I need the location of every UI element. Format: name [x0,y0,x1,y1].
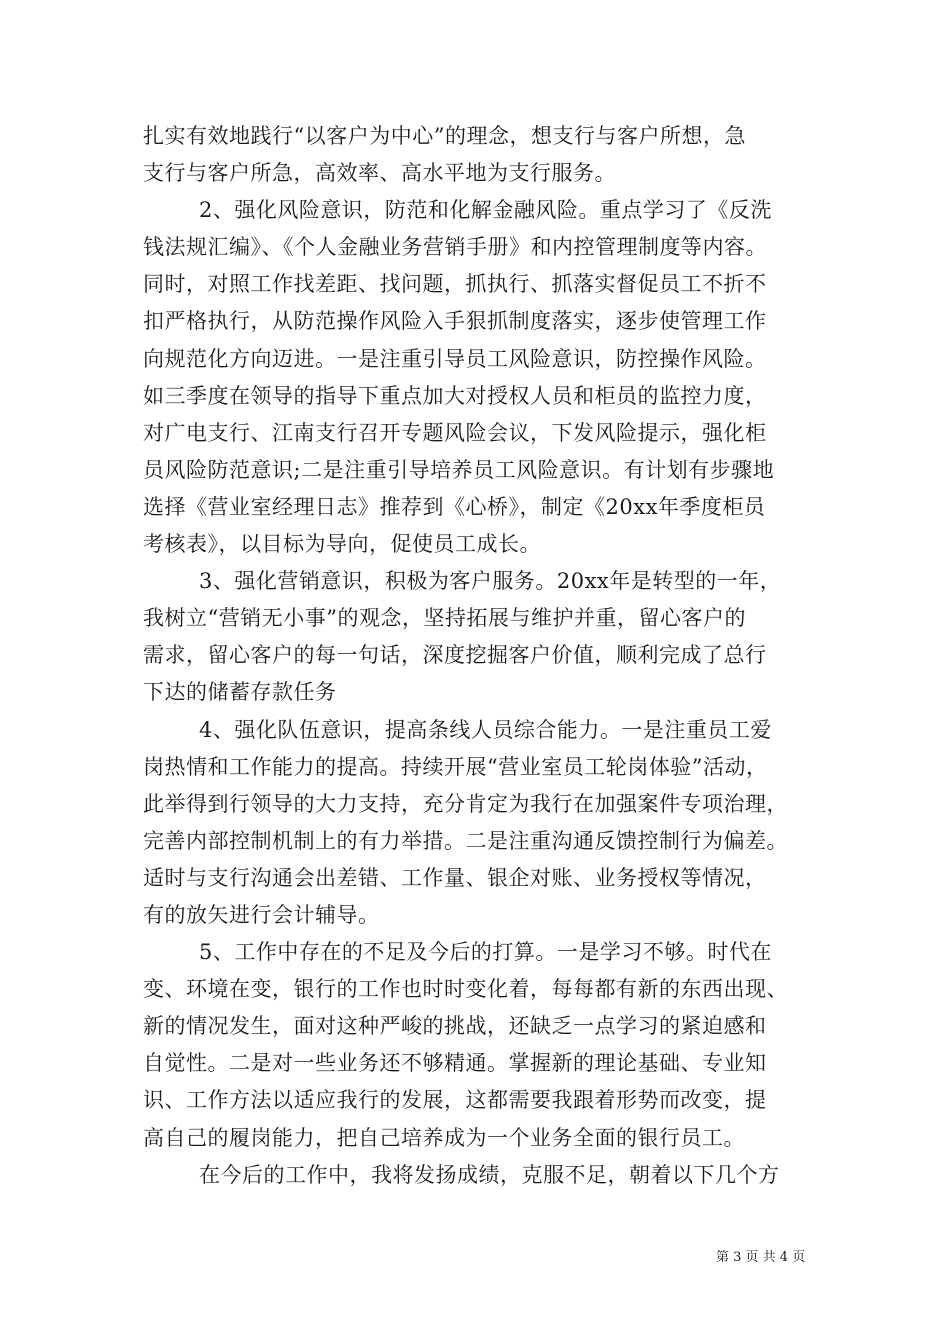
text-line: 适时与支行沟通会出差错、工作量、银企对账、业务授权等情况， [143,865,767,890]
text-line: 员风险防范意识;二是注重引导培养员工风险意识。有计划有步骤地 [143,457,775,482]
text-line: 同时，对照工作找差距、找问题，抓执行、抓落实督促员工不折不 [143,272,767,297]
text-line: 对广电支行、江南支行召开专题风险会议，下发风险提示，强化柜 [143,420,767,445]
text-line: 支行与客户所急，高效率、高水平地为支行服务。 [143,161,616,186]
text-line: 有的放矢进行会计辅导。 [143,902,380,927]
text-line: 下达的储蓄存款任务 [143,680,337,705]
text-line: 扎实有效地践行“以客户为中心”的理念，想支行与客户所想，急 [143,124,746,148]
text-line: 完善内部控制机制上的有力举措。二是注重沟通反馈控制行为偏差。 [143,828,788,853]
text-line: 钱法规汇编》、《个人金融业务营销手册》和内控管理制度等内容。 [143,235,767,260]
text-line: 扣严格执行，从防范操作风险入手狠抓制度落实，逐步使管理工作 [143,309,767,334]
text-line: 需求，留心客户的每一句话，深度挖掘客户价值，顺利完成了总行 [143,643,767,668]
paragraph-start-line: 5、工作中存在的不足及今后的打算。一是学习不够。时代在 [199,940,772,965]
page-number-footer: 第 3 页 共 4 页 [716,1250,806,1265]
text-line: 识、工作方法以适应我行的发展，这都需要我跟着形势而改变，提 [143,1088,767,1113]
text-line: 选择《营业室经理日志》推荐到《心桥》，制定《20xx年季度柜员 [143,494,766,519]
text-line: 向规范化方向迈进。一是注重引导员工风险意识，防控操作风险。 [143,346,767,371]
text-line: 新的情况发生，面对这种严峻的挑战，还缺乏一点学习的紧迫感和 [143,1014,767,1039]
text-line: 考核表》，以目标为导向，促使员工成长。 [143,532,541,557]
paragraph-start-line: 4、强化队伍意识，提高条线人员综合能力。一是注重员工爱 [199,717,772,742]
text-line: 此举得到行领导的大力支持，充分肯定为我行在加强案件专项治理， [143,791,788,816]
text-line: 变、环境在变，银行的工作也时时变化着，每每都有新的东西出现、 [143,977,788,1002]
paragraph-start-line: 在今后的工作中，我将发扬成绩，克服不足，朝着以下几个方 [199,1162,780,1187]
document-body [143,118,818,1194]
paragraph-start-line: 3、强化营销意识，积极为客户服务。20xx年是转型的一年， [199,569,782,594]
text-line: 高自己的履岗能力，把自己培养成为一个业务全面的银行员工。 [143,1125,745,1150]
text-line: 如三季度在领导的指导下重点加大对授权人员和柜员的监控力度， [143,383,767,408]
text-line: 自觉性。二是对一些业务还不够精通。掌握新的理论基础、专业知 [143,1051,767,1076]
text-line: 岗热情和工作能力的提高。持续开展“营业室员工轮岗体验”活动， [143,754,768,779]
paragraph-start-line: 2、强化风险意识，防范和化解金融风险。重点学习了《反洗 [199,198,772,223]
text-line: 我树立“营销无小事”的观念，坚持拓展与维护并重，留心客户的 [143,606,746,631]
